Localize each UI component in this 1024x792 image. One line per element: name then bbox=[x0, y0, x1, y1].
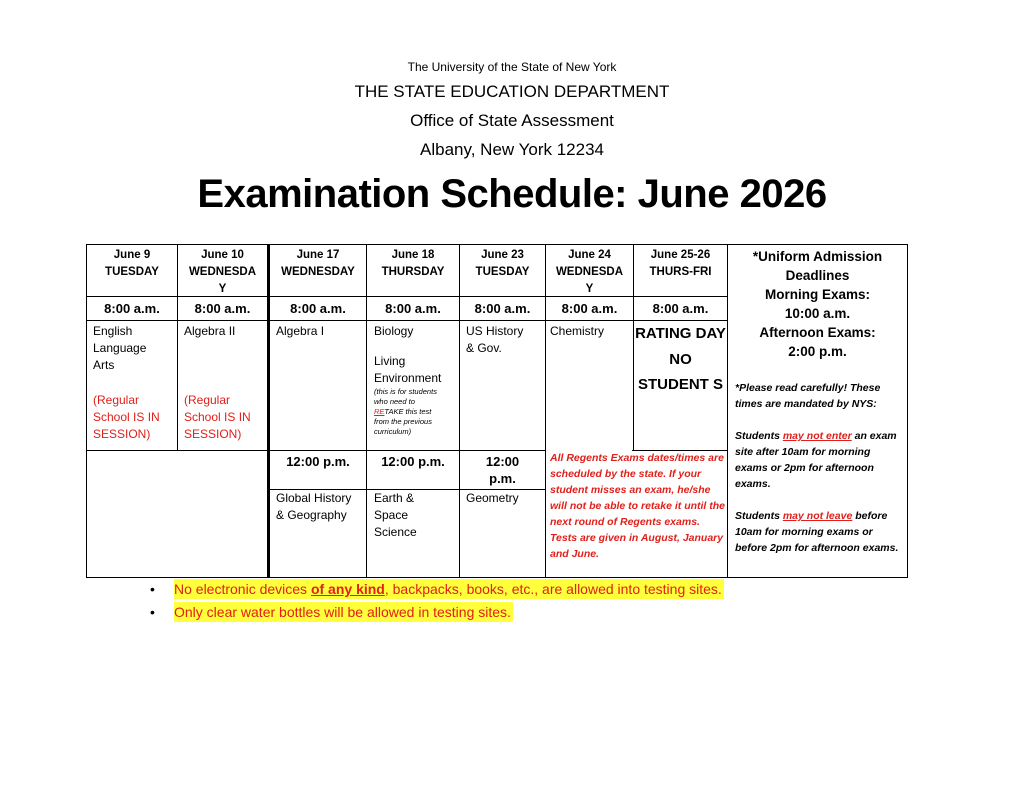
column-header bbox=[367, 247, 459, 281]
column-date: June 18 bbox=[391, 249, 435, 261]
column-date: June 10 bbox=[201, 249, 244, 261]
afternoon-exam: Global History & Geography bbox=[276, 491, 352, 522]
exam-name: US History & Gov. bbox=[466, 324, 524, 355]
table-rule bbox=[86, 320, 728, 321]
afternoon-time: 12:00 p.m. bbox=[381, 454, 445, 469]
exam-name: Biology bbox=[374, 324, 414, 338]
afternoon-time: 12:00 p.m. bbox=[286, 454, 350, 469]
table-border-left bbox=[86, 244, 87, 578]
table-rule bbox=[459, 244, 460, 578]
column-header bbox=[178, 247, 267, 298]
entry-rule: Students may not enter an exam site after 10am for morning exams or 2pm for afternoon exams. bbox=[735, 430, 897, 490]
page-title: Examination Schedule: June 2026 bbox=[197, 172, 827, 216]
header-address: Albany, New York 12234 bbox=[420, 140, 604, 159]
column-header bbox=[460, 247, 545, 281]
exam-name: Chemistry bbox=[550, 324, 605, 338]
column-day: TUESDAY bbox=[475, 266, 530, 278]
header-university: The University of the State of New York bbox=[407, 60, 617, 74]
table-rule bbox=[366, 244, 367, 578]
table-border-bottom bbox=[86, 577, 908, 578]
column-header bbox=[270, 247, 366, 281]
afternoon-exam: Earth & Space Science bbox=[374, 491, 417, 539]
morning-exam-cell bbox=[184, 323, 267, 443]
morning-exam-cell bbox=[550, 323, 633, 340]
column-date: June 9 bbox=[113, 249, 151, 261]
rule-text: No electronic devices of any kind, backpacks, books, etc., are allowed into testing sites. bbox=[174, 581, 722, 597]
column-date: June 23 bbox=[481, 249, 524, 261]
column-date: June 25-26 bbox=[650, 249, 711, 261]
morning-exam-cell bbox=[276, 323, 366, 340]
exam-name: Algebra II bbox=[184, 324, 236, 338]
column-day: WEDNESDA Y bbox=[555, 266, 624, 295]
retake-note: (this is for students who need to RETAKE this test from the previous curriculum) bbox=[374, 387, 437, 436]
table-border-right bbox=[907, 244, 908, 578]
mandated-note: *Please read carefully! These times are mandated by NYS: bbox=[735, 382, 881, 410]
afternoon-exam: Geometry bbox=[466, 491, 519, 505]
exam-name: English Language Arts bbox=[93, 324, 147, 372]
bullet-icon: • bbox=[150, 604, 155, 620]
leave-rule: Students may not leave before 10am for morning exams or before 2pm for afternoon exams. bbox=[735, 510, 899, 554]
column-day: TUESDAY bbox=[105, 266, 159, 278]
session-note: (Regular School IS IN SESSION) bbox=[93, 393, 160, 441]
column-day: WEDNESDA Y bbox=[188, 266, 257, 295]
column-header bbox=[634, 247, 727, 281]
morning-time: 8:00 a.m. bbox=[290, 301, 346, 316]
morning-time: 8:00 a.m. bbox=[652, 301, 709, 316]
column-day: WEDNESDAY bbox=[281, 266, 355, 278]
rule-text: Only clear water bottles will be allowed in testing sites. bbox=[174, 604, 511, 620]
header-department: THE STATE EDUCATION DEPARTMENT bbox=[354, 82, 670, 101]
bullet-icon: • bbox=[150, 581, 155, 597]
morning-time: 8:00 a.m. bbox=[194, 301, 251, 316]
exam-name: Algebra I bbox=[276, 324, 325, 338]
column-date: June 17 bbox=[296, 249, 340, 261]
morning-exam-cell bbox=[374, 323, 459, 437]
morning-exam-cell bbox=[93, 323, 177, 443]
morning-time: 8:00 a.m. bbox=[104, 301, 160, 316]
column-date: June 24 bbox=[568, 249, 611, 261]
column-day: THURS-FRI bbox=[649, 266, 712, 278]
rating-day-cell: RATING DAY NO STUDENT S bbox=[635, 325, 726, 393]
regents-notice: All Regents Exams dates/times are scheduled by the state. If your student misses an exam, he/she will not be able to retake it until the next round of Regents exams. Tests are given in August, January and June. bbox=[550, 452, 726, 560]
morning-exam-cell bbox=[466, 323, 545, 357]
admission-deadlines: *Uniform Admission Deadlines Morning Exams: 10:00 a.m. Afternoon Exams: 2:00 p.m. bbox=[752, 249, 883, 359]
morning-time: 8:00 a.m. bbox=[474, 301, 531, 316]
table-divider-thick bbox=[267, 244, 270, 578]
morning-time: 8:00 a.m. bbox=[561, 301, 618, 316]
exam-name: Living Environment bbox=[374, 354, 442, 385]
table-border-top bbox=[86, 244, 908, 245]
session-note: (Regular School IS IN SESSION) bbox=[184, 393, 251, 441]
column-header bbox=[87, 247, 177, 281]
morning-time: 8:00 a.m. bbox=[385, 301, 441, 316]
afternoon-time: 12:00 p.m. bbox=[485, 454, 520, 486]
column-header bbox=[546, 247, 633, 298]
header-office: Office of State Assessment bbox=[410, 111, 614, 130]
column-day: THURSDAY bbox=[381, 266, 445, 278]
table-rule bbox=[86, 450, 546, 451]
exam-schedule-table bbox=[86, 244, 908, 578]
